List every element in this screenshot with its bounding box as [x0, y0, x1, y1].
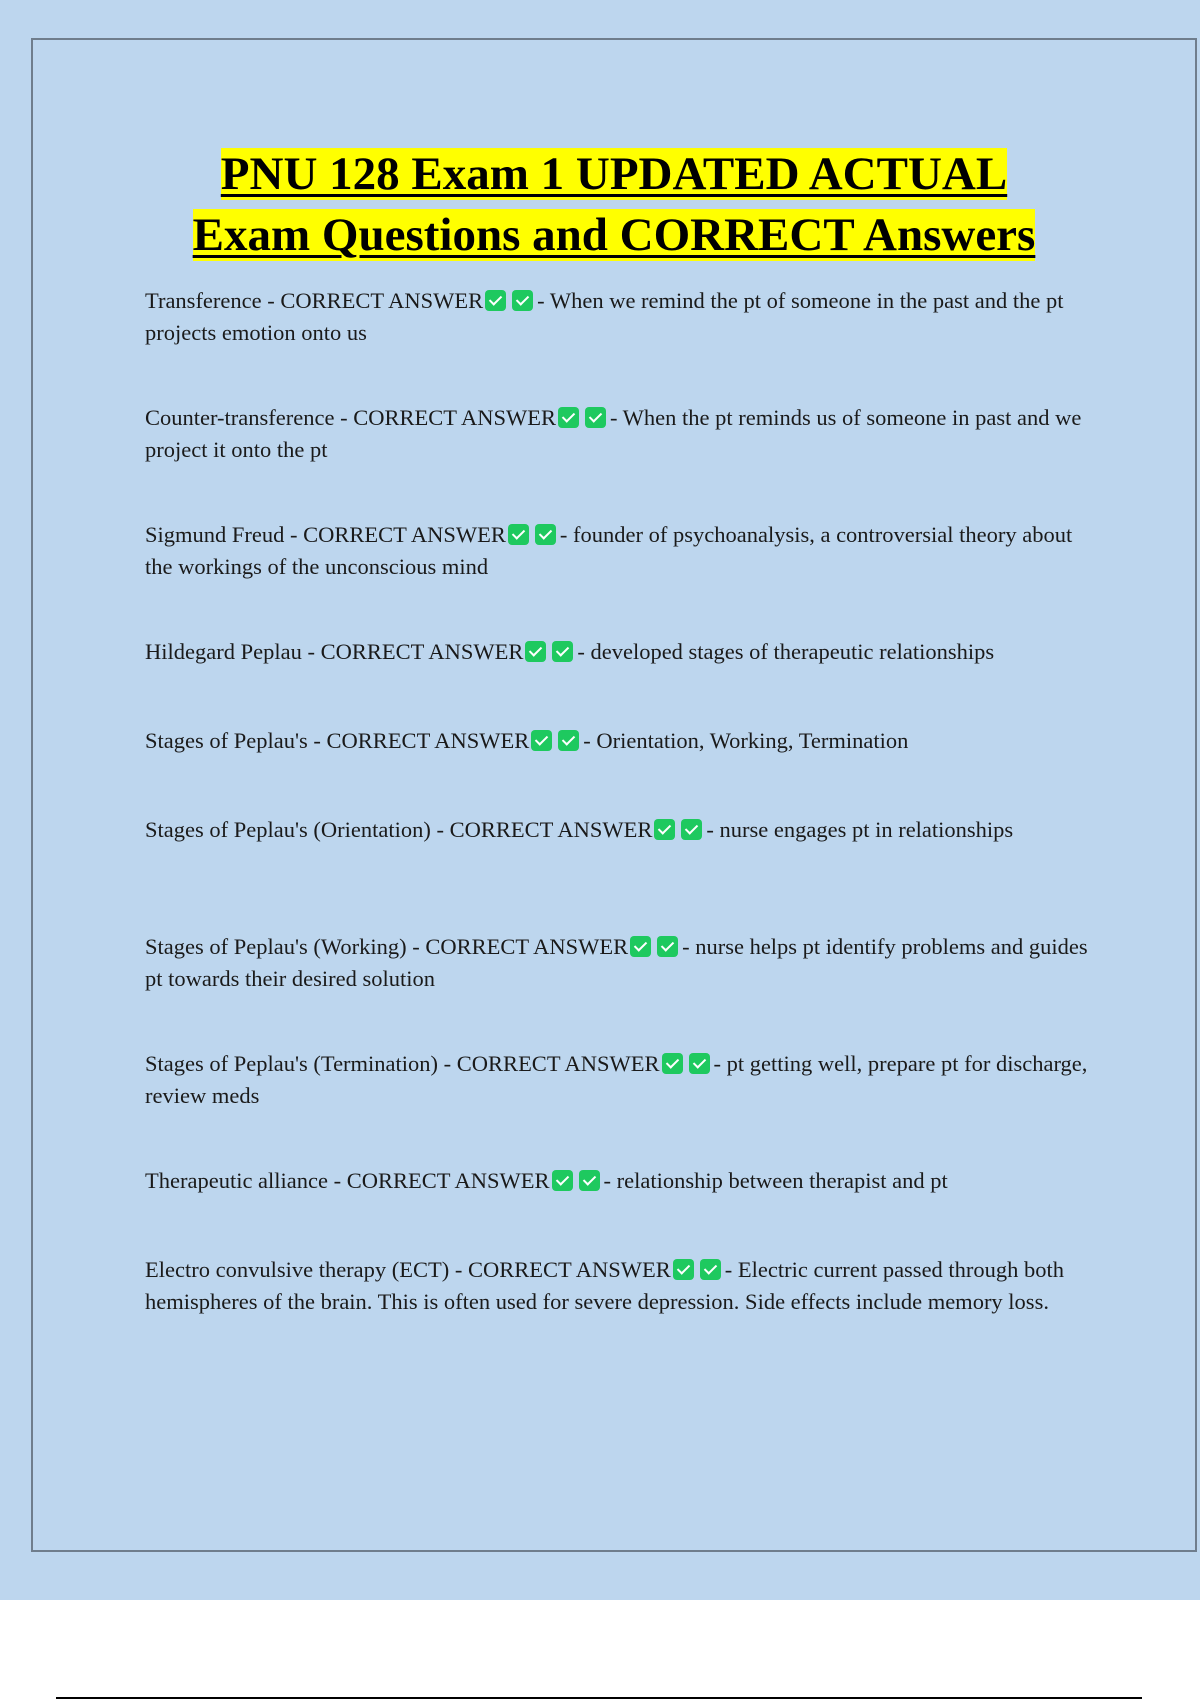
correct-answer-label: CORRECT ANSWER [449, 817, 653, 842]
qa-item: Sigmund Freud - CORRECT ANSWER - founder of psychoanalysis, a controversial theory about the workings of the unconscious mind [145, 522, 1073, 579]
qa-term: Electro convulsive therapy (ECT) [145, 1257, 450, 1282]
qa-definition: Electric current passed through both hemispheres of the brain. This is often used for severe depression. Side effects include memory loss. [145, 1257, 1065, 1314]
qa-term: Sigmund Freud [145, 522, 285, 547]
check-mark-icon [654, 819, 675, 840]
check-mark-icon [689, 1053, 710, 1074]
check-mark-icon [662, 1053, 683, 1074]
check-mark-icon [512, 290, 533, 311]
qa-item: Therapeutic alliance - CORRECT ANSWER - relationship between therapist and pt [145, 1168, 948, 1193]
correct-answer-label: CORRECT ANSWER [280, 288, 484, 313]
check-mark-icon [531, 730, 552, 751]
check-mark-icon [552, 1170, 573, 1191]
qa-term: Therapeutic alliance [145, 1168, 329, 1193]
correct-answer-label: CORRECT ANSWER [326, 728, 530, 753]
correct-answer-label: CORRECT ANSWER [320, 639, 524, 664]
title-line-1: PNU 128 Exam 1 UPDATED ACTUAL [220, 148, 1008, 200]
qa-item: Transference - CORRECT ANSWER - When we remind the pt of someone in the past and the pt projects emotion onto us [145, 288, 1064, 345]
check-mark-icon [508, 524, 529, 545]
qa-definition: Orientation, Working, Termination [596, 728, 909, 753]
qa-term: Stages of Peplau's [145, 728, 308, 753]
qa-item: Electro convulsive therapy (ECT) - CORRECT ANSWER - Electric current passed through both hemispheres of the brain. This is often used for severe depression. Side effects include memory loss. [145, 1257, 1065, 1314]
check-mark-icon [630, 936, 651, 957]
qa-definition: When we remind the pt of someone in the past and the pt projects emotion onto us [145, 288, 1064, 345]
title-line-2: Exam Questions and CORRECT Answers [192, 209, 1036, 261]
page-title [31, 144, 1197, 266]
qa-definition: founder of psychoanalysis, a controversial theory about the workings of the unconscious mind [145, 522, 1073, 579]
qa-definition: relationship between therapist and pt [616, 1168, 948, 1193]
qa-term: Hildegard Peplau [145, 639, 302, 664]
qa-item: Stages of Peplau's (Termination) - CORRECT ANSWER - pt getting well, prepare pt for discharge, review meds [145, 1051, 1088, 1108]
check-mark-icon [681, 819, 702, 840]
qa-item: Hildegard Peplau - CORRECT ANSWER - developed stages of therapeutic relationships [145, 639, 995, 664]
check-mark-icon [700, 1259, 721, 1280]
correct-answer-label: CORRECT ANSWER [346, 1168, 550, 1193]
check-mark-icon [673, 1259, 694, 1280]
qa-definition: nurse helps pt identify problems and guides pt towards their desired solution [145, 934, 1088, 991]
correct-answer-label: CORRECT ANSWER [468, 1257, 671, 1282]
qa-item: Stages of Peplau's - CORRECT ANSWER - Orientation, Working, Termination [145, 728, 909, 753]
qa-definition: pt getting well, prepare pt for discharge, review meds [145, 1051, 1088, 1108]
qa-item: Stages of Peplau's (Orientation) - CORRECT ANSWER - nurse engages pt in relationships [145, 817, 1014, 842]
qa-term: Stages of Peplau's (Working) [145, 934, 407, 959]
qa-term: Stages of Peplau's (Termination) [145, 1051, 439, 1076]
check-mark-icon [558, 730, 579, 751]
check-mark-icon [552, 641, 573, 662]
qa-definition: nurse engages pt in relationships [719, 817, 1014, 842]
qa-term: Transference [145, 288, 262, 313]
check-mark-icon [558, 407, 579, 428]
qa-item: Stages of Peplau's (Working) - CORRECT ANSWER - nurse helps pt identify problems and guides pt towards their desired solution [145, 934, 1088, 991]
qa-term: Stages of Peplau's (Orientation) [145, 817, 431, 842]
check-mark-icon [657, 936, 678, 957]
correct-answer-label: CORRECT ANSWER [303, 522, 506, 547]
check-mark-icon [525, 641, 546, 662]
footer-divider [56, 1697, 1142, 1699]
correct-answer-label: CORRECT ANSWER [353, 405, 556, 430]
correct-answer-label: CORRECT ANSWER [456, 1051, 660, 1076]
check-mark-icon [585, 407, 606, 428]
check-mark-icon [579, 1170, 600, 1191]
qa-definition: developed stages of therapeutic relationships [590, 639, 995, 664]
check-mark-icon [485, 290, 506, 311]
qa-item: Counter-transference - CORRECT ANSWER - When the pt reminds us of someone in past and we project it onto the pt [145, 405, 1082, 462]
check-mark-icon [535, 524, 556, 545]
correct-answer-label: CORRECT ANSWER [425, 934, 629, 959]
qa-term: Counter-transference [145, 405, 335, 430]
qa-definition: When the pt reminds us of someone in past and we project it onto the pt [145, 405, 1082, 462]
